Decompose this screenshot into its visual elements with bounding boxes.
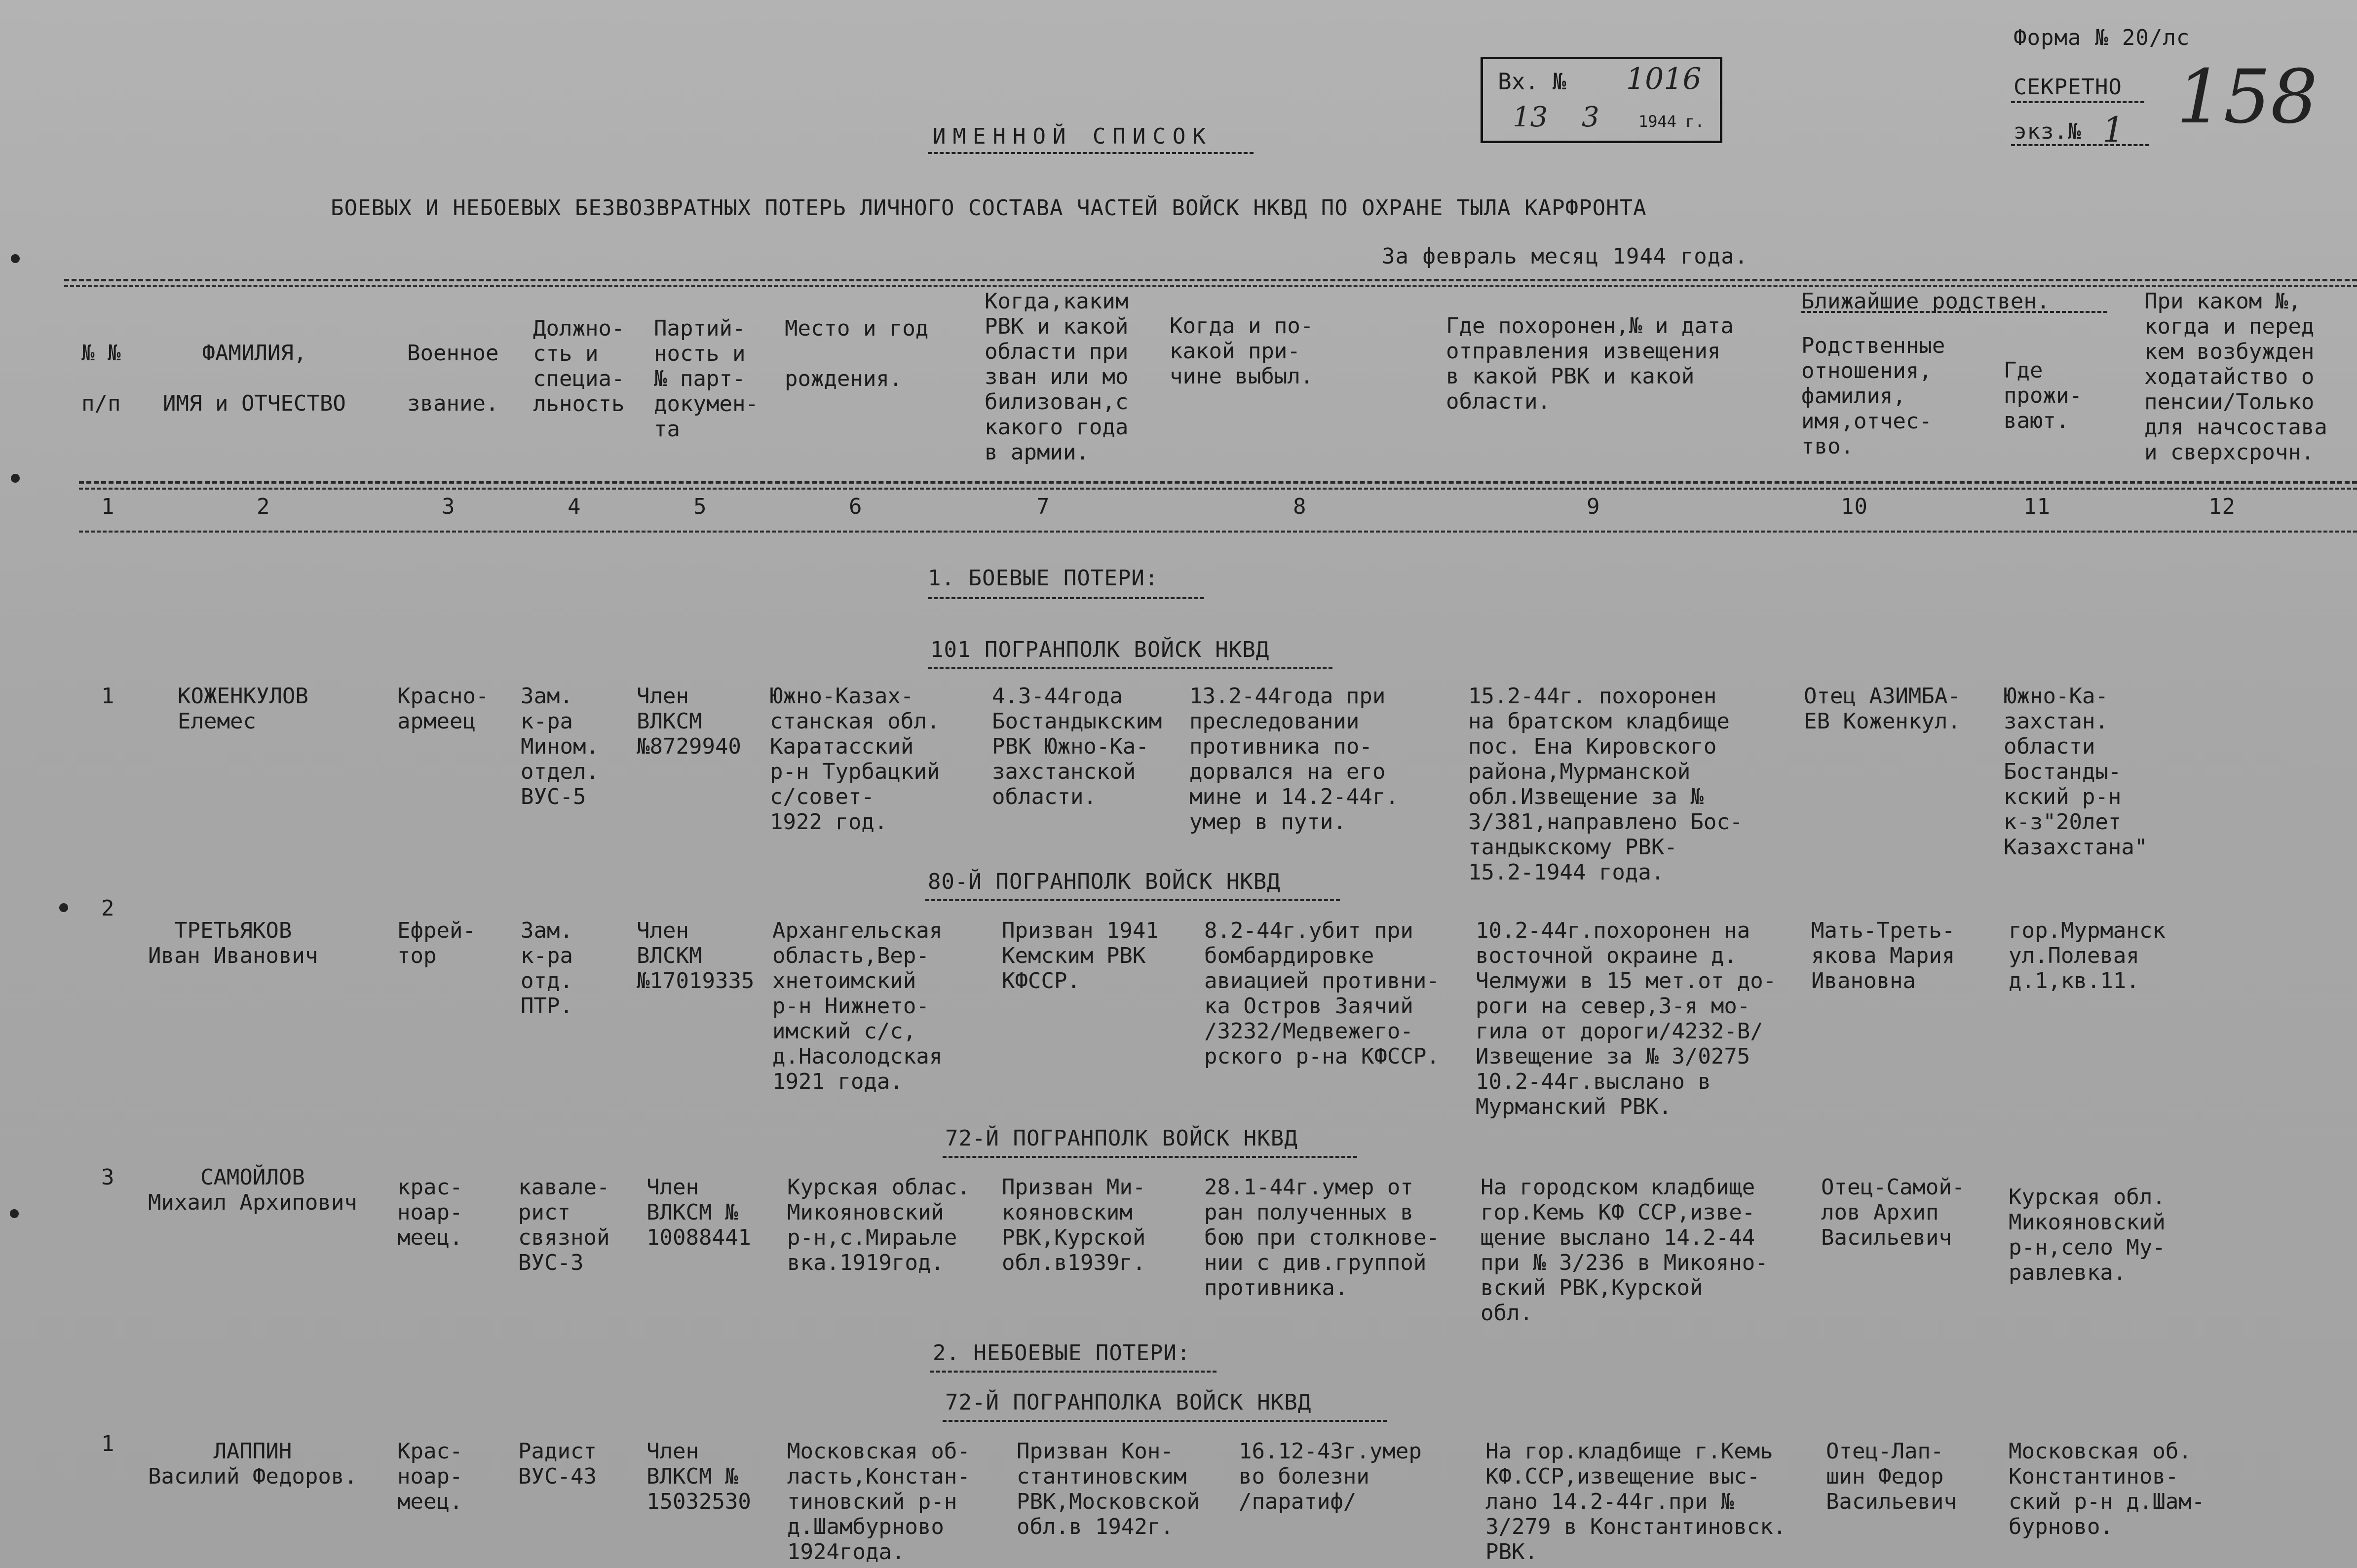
row4-post: Радист ВУС-43 (518, 1439, 597, 1489)
row2-relative: Мать-Треть- якова Мария Ивановна (1811, 918, 1955, 994)
col-number-9: 9 (1587, 494, 1600, 519)
punch-hole (59, 903, 68, 912)
row3-party: Член ВЛКСМ № 10088441 (646, 1175, 751, 1250)
col-number-11: 11 (2023, 494, 2051, 519)
row3-relative: Отец-Самой- лов Архип Васильевич (1821, 1175, 1965, 1250)
title-underline (928, 152, 1254, 154)
row1-number: 1 (101, 684, 114, 709)
unit-101-underline (928, 667, 1332, 669)
row4-rank: Крас- ноар- меец. (397, 1439, 463, 1514)
unit-80-underline (925, 899, 1340, 901)
col-number-8: 8 (1293, 494, 1307, 519)
row1-drafted: 4.3-44года Бостандыкским РВК Южно-Ка- захстанской области. (992, 684, 1162, 809)
col-header-relative: Родственные отношения, фамилия, имя,отчес- тво. (1801, 333, 1945, 459)
row3-name: САМОЙЛОВ Михаил Архипович (148, 1165, 357, 1215)
row4-lives: Московская об. Константинов- ский р-н д.Шам- бурново. (2009, 1439, 2205, 1539)
punch-hole (11, 254, 20, 263)
row3-left: 28.1-44г.умер от ран полученных в бою при столкнове- нии с див.группой противника. (1204, 1175, 1440, 1300)
row2-rank: Ефрей- тор (397, 918, 476, 968)
row2-left: 8.2-44г.убит при бомбардировке авиацией противни- ка Остров Заячий /3232/Медвежего- рского р-на КФССР. (1204, 918, 1440, 1069)
copy-number: 1 (2102, 110, 2125, 150)
stamp-in-label: Вх. № (1498, 68, 1566, 95)
row2-buried: 10.2-44г.похоронен на восточной окраине д. Челмужи в 15 мет.от до- роги на север,3-я мо- гила от дороги/4232-В/ Извещение за № 3/0275 10.2-44г.выслано в Мурманский РВК. (1476, 918, 1777, 1119)
row3-birth: Курская облас. Микояновский р-н,с.Мираьле вка.1919год. (787, 1175, 970, 1275)
header-bottom-rule-2 (79, 488, 2357, 490)
col-header-rank: Военное звание. (407, 341, 499, 416)
section-heading-combat: 1. БОЕВЫЕ ПОТЕРИ: (928, 566, 1159, 591)
row4-party: Член ВЛКСМ № 15032530 (646, 1439, 751, 1514)
row1-lives: Южно-Ка- захстан. области Бостанды- кский р-н к-з"20лет Казахстана" (2004, 684, 2148, 860)
punch-hole (11, 474, 20, 483)
col-header-left: Когда и по- какой при- чине выбыл. (1170, 313, 1314, 389)
stamp-in-number: 1016 (1626, 62, 1702, 96)
header-bottom-rule (79, 481, 2357, 484)
row3-post: кавале- рист связной ВУС-3 (518, 1175, 610, 1275)
row3-number: 3 (101, 1165, 114, 1190)
row3-buried: На городском кладбище гор.Кемь КФ ССР,изве- щение выслано 14.2-44 при № 3/236 в Микояно- вский РВК,Курской обл. (1481, 1175, 1768, 1326)
row3-lives: Курская обл. Микояновский р-н,село Му- равлевка. (2009, 1185, 2166, 1285)
section-noncombat-underline (930, 1371, 1217, 1373)
row4-birth: Московская об- ласть,Констан- тиновский р-н д.Шамбурново 1924года. (787, 1439, 970, 1565)
unit-72-underline (943, 1156, 1357, 1158)
row1-party: Член ВЛКСМ №8729940 (637, 684, 741, 759)
row2-post: Зам. к-ра отд. ПТР. (521, 918, 573, 1019)
row4-number: 1 (101, 1431, 114, 1456)
col-number-10: 10 (1841, 494, 1868, 519)
row1-relative: Отец АЗИМБА- ЕВ Коженкул. (1804, 684, 1961, 734)
row4-drafted: Призван Кон- стантиновским РВК,Московской обл.в 1942г. (1017, 1439, 1200, 1539)
section-heading-noncombat: 2. НЕБОЕВЫЕ ПОТЕРИ: (933, 1340, 1191, 1366)
header-top-rule-2 (64, 285, 2357, 287)
row1-birth: Южно-Казах- станская обл. Каратасский р-н Турбацкий с/совет- 1922 год. (770, 684, 940, 835)
punch-hole (10, 1209, 19, 1218)
row1-left: 13.2-44года при преследовании противника по- дорвался на его мине и 14.2-44г. умер в пути. (1189, 684, 1399, 835)
document-title: ИМЕННОЙ СПИСОК (933, 124, 1213, 149)
header-top-rule (64, 279, 2357, 281)
col-number-1: 1 (101, 494, 115, 519)
unit-heading-80: 80-Й ПОГРАНПОЛК ВОЙСК НКВД (928, 869, 1281, 894)
row2-name: ТРЕТЬЯКОВ Иван Иванович (148, 918, 318, 968)
secret-underline (2011, 101, 2144, 103)
row3-rank: крас- ноар- меец. (397, 1175, 463, 1250)
relatives-group-underline (1801, 311, 2107, 313)
row1-rank: Красно- армеец (397, 684, 489, 734)
stamp-year: 1944 (1638, 112, 1677, 131)
stamp-month: 3 (1582, 101, 1599, 133)
handwritten-page-number: 158 (2176, 54, 2318, 140)
col-numbers-rule (79, 531, 2357, 533)
copy-label: экз.№ (2014, 119, 2082, 144)
col-header-drafted: Когда,каким РВК и какой области при зван или мо билизован,с какого года в армии. (985, 289, 1129, 465)
section-combat-underline (928, 597, 1204, 599)
unit-heading-72-noncombat: 72-Й ПОГРАНПОЛКА ВОЙСК НКВД (945, 1390, 1312, 1415)
col-number-12: 12 (2208, 494, 2236, 519)
row2-birth: Архангельская область,Вер- хнетоимский р-н Нижнето- имский с/с, д.Насолодская 1921 года. (772, 918, 943, 1094)
col-header-relatives-group: Ближайшие родствен. (1801, 289, 2050, 314)
copy-underline (2011, 144, 2149, 146)
unit-heading-101: 101 ПОГРАНПОЛК ВОЙСК НКВД (930, 637, 1270, 662)
col-header-party: Партий- ность и № парт- докумен- та (654, 316, 759, 442)
secret-label: СЕКРЕТНО (2014, 75, 2122, 100)
incoming-stamp (1481, 57, 1722, 143)
row4-name: ЛАППИН Василий Федоров. (148, 1439, 357, 1489)
row2-lives: гор.Мурманск ул.Полевая д.1,кв.11. (2009, 918, 2166, 994)
col-header-lives: Где прожи- вают. (2004, 358, 2082, 433)
col-number-7: 7 (1036, 494, 1050, 519)
col-number-6: 6 (849, 494, 863, 519)
row2-party: Член ВЛСКМ №17019335 (637, 918, 755, 994)
row2-number: 2 (101, 896, 114, 921)
row1-name: КОЖЕНКУЛОВ Елемес (178, 684, 308, 734)
document-period: За февраль месяц 1944 года. (1382, 244, 1749, 269)
col-header-birth: Место и год рождения. (785, 316, 929, 391)
row4-left: 16.12-43г.умер во болезни /паратиф/ (1239, 1439, 1422, 1514)
unit-heading-72: 72-Й ПОГРАНПОЛК ВОЙСК НКВД (945, 1126, 1298, 1151)
row4-buried: На гор.кладбище г.Кемь КФ.ССР,извещение выс- лано 14.2-44г.при № 3/279 в Константиновск. РВК. (1485, 1439, 1787, 1565)
col-header-post: Должно- сть и специа- льность (533, 316, 625, 417)
row1-post: Зам. к-ра Мином. отдел. ВУС-5 (521, 684, 599, 809)
col-header-buried: Где похоронен,№ и дата отправления извещения в какой РВК и какой области. (1446, 313, 1734, 414)
stamp-day: 13 (1513, 101, 1548, 133)
form-number: Форма № 20/лс (2014, 25, 2190, 50)
col-header-number: № № п/п (81, 341, 121, 416)
stamp-year-suffix: г. (1685, 112, 1705, 131)
row4-relative: Отец-Лап- шин Федор Васильевич (1826, 1439, 1957, 1514)
col-number-2: 2 (257, 494, 270, 519)
unit-72-noncombat-underline (943, 1420, 1387, 1422)
row1-buried: 15.2-44г. похоронен на братском кладбище пос. Ена Кировского района,Мурманской обл.Извещение за № 3/381,направлено Бос- тандыкскому РВК- 15.2-1944 года. (1468, 684, 1743, 885)
col-number-3: 3 (442, 494, 456, 519)
document-subtitle: БОЕВЫХ И НЕБОЕВЫХ БЕЗВОЗВРАТНЫХ ПОТЕРЬ ЛИЧНОГО СОСТАВА ЧАСТЕЙ ВОЙСК НКВД ПО ОХРАНЕ ТЫЛА КАРФРОНТА (331, 195, 1647, 221)
col-header-pension: При каком №, когда и перед кем возбужден ходатайство о пенсии/Только для начсостава и сверхсрочн. (2144, 289, 2327, 465)
col-number-5: 5 (693, 494, 707, 519)
row3-drafted: Призван Ми- кояновским РВК,Курской обл.в1939г. (1002, 1175, 1146, 1275)
col-header-name: ФАМИЛИЯ, ИМЯ и ОТЧЕСТВО (163, 341, 346, 416)
row2-drafted: Призван 1941 Кемским РВК КФССР. (1002, 918, 1159, 994)
col-number-4: 4 (568, 494, 581, 519)
